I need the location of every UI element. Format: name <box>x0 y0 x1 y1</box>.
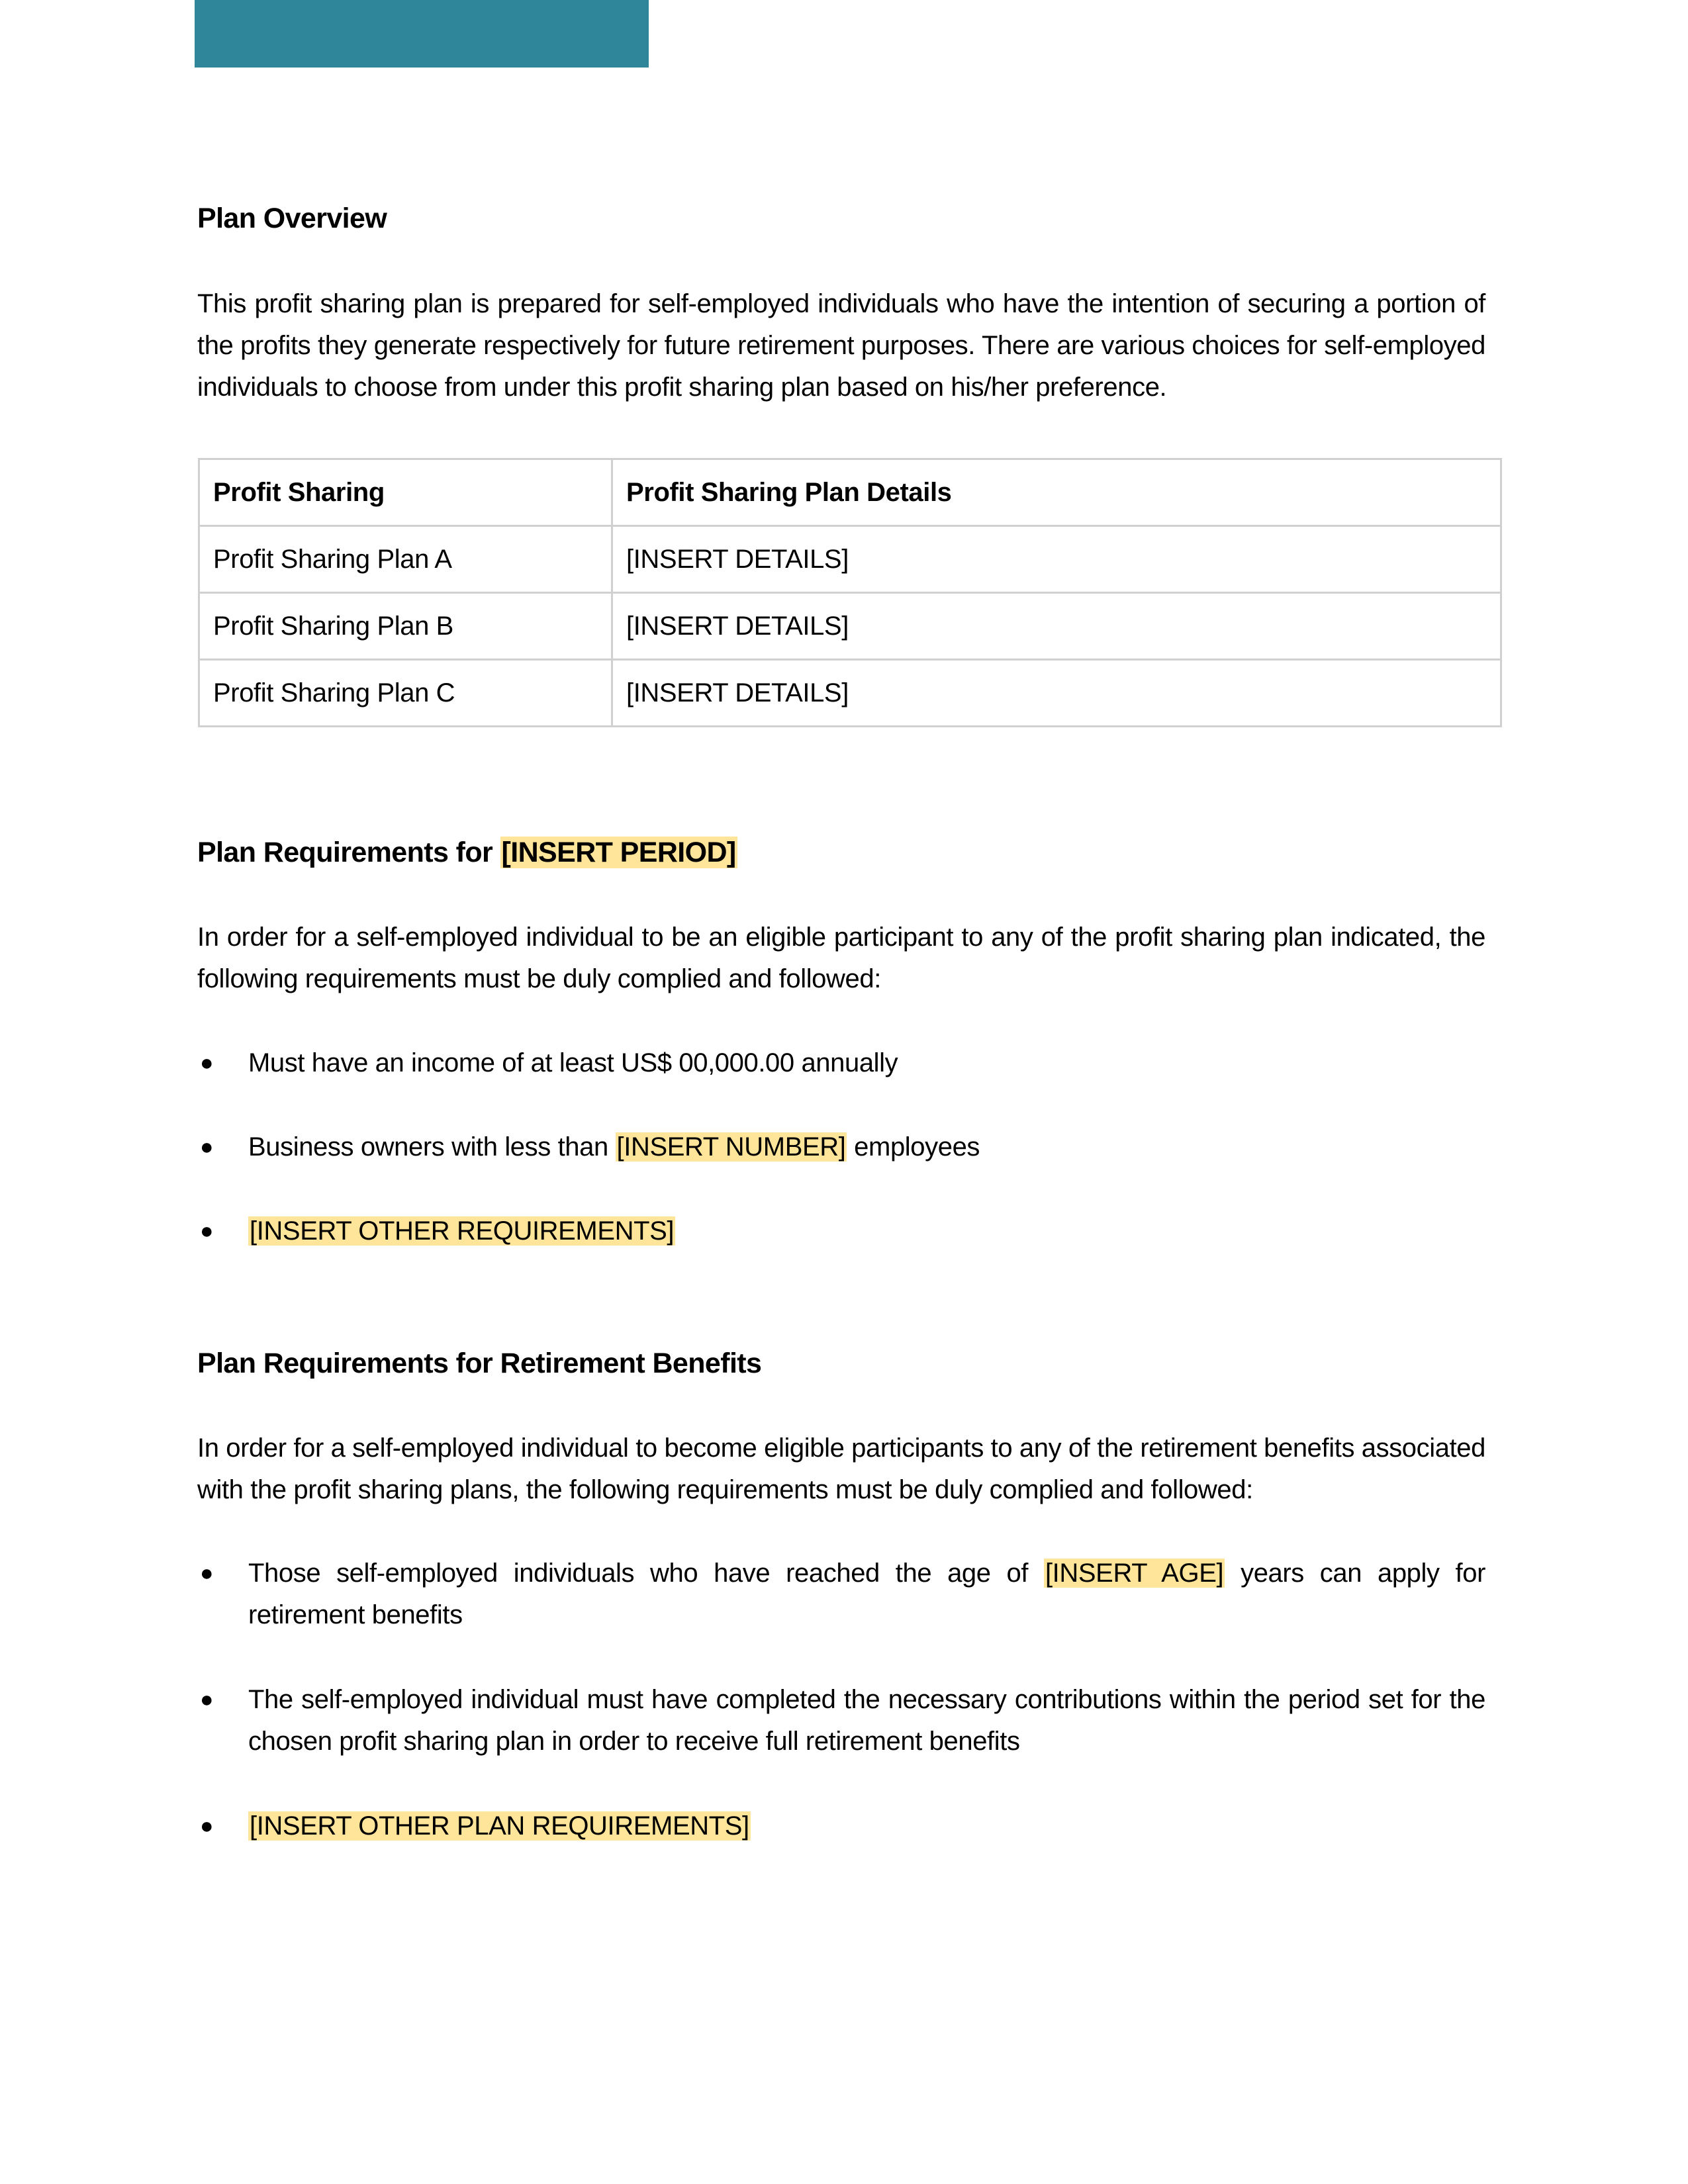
text-fragment: years can apply for retirement benefits <box>248 1559 1485 1629</box>
list-item-text <box>248 1210 1485 1252</box>
table-cell-details: [INSERT DETAILS] <box>612 593 1501 660</box>
text-fragment: Business owners with less than <box>248 1132 616 1161</box>
table-header-row <box>199 459 1501 526</box>
section-heading-period-requirements <box>197 833 737 872</box>
list-item-text <box>248 1126 1485 1168</box>
list-item <box>197 1210 1485 1252</box>
placeholder-highlight: [INSERT OTHER REQUIREMENTS] <box>250 1216 675 1246</box>
list-item-text: The self-employed individual must have completed the necessary contributions within the period set for the chosen profit sharing plan in order to receive full retirement benefits <box>248 1685 1485 1756</box>
period-requirements-paragraph: In order for a self-employed individual to be an eligible participant to any of the profit sharing plan indicated, the following requirements must be duly complied and followed: <box>197 923 1485 993</box>
list-item <box>197 1553 1485 1636</box>
list-item <box>197 1805 1485 1847</box>
table-header-cell: Profit Sharing Plan Details <box>612 459 1501 526</box>
table-cell-plan: Profit Sharing Plan C <box>199 660 612 727</box>
table-header-cell: Profit Sharing <box>199 459 612 526</box>
profit-sharing-table <box>198 458 1502 727</box>
placeholder-highlight: [INSERT NUMBER] <box>616 1132 846 1161</box>
heading-text: Plan Requirements for <box>197 837 500 868</box>
retirement-requirements-paragraph: In order for a self-employed individual to become eligible participants to any of the retirement benefits associated with the profit sharing plans, the following requirements must be duly complied and followed: <box>197 1433 1485 1504</box>
placeholder-highlight: [INSERT AGE] <box>1045 1559 1224 1588</box>
list-item <box>197 1679 1485 1762</box>
placeholder-highlight: [INSERT PERIOD] <box>501 837 736 868</box>
section-heading-plan-overview: Plan Overview <box>197 203 387 234</box>
table-cell-plan: Profit Sharing Plan B <box>199 593 612 660</box>
list-item <box>197 1042 1485 1084</box>
bullet-icon: ● <box>200 1561 214 1586</box>
list-item-text: Must have an income of at least US$ 00,000.00 annually <box>248 1048 898 1077</box>
bullet-icon: ● <box>200 1813 214 1839</box>
table-row <box>199 660 1501 727</box>
table-cell-details: [INSERT DETAILS] <box>612 660 1501 727</box>
header-accent-bar <box>195 0 649 68</box>
bullet-icon: ● <box>200 1050 214 1075</box>
text-fragment: employees <box>847 1132 980 1161</box>
bullet-icon: ● <box>200 1687 214 1712</box>
text-fragment: Those self-employed individuals who have reached the age of <box>248 1559 1044 1588</box>
table-row <box>199 593 1501 660</box>
bullet-icon: ● <box>200 1134 214 1160</box>
table-cell-details: [INSERT DETAILS] <box>612 526 1501 593</box>
list-item-text <box>248 1553 1485 1636</box>
section-heading-retirement-requirements: Plan Requirements for Retirement Benefits <box>197 1347 762 1379</box>
list-item-text <box>248 1805 1485 1847</box>
placeholder-highlight: [INSERT OTHER PLAN REQUIREMENTS] <box>250 1811 749 1841</box>
table-row <box>199 526 1501 593</box>
bullet-icon: ● <box>200 1218 214 1244</box>
table-cell-plan: Profit Sharing Plan A <box>199 526 612 593</box>
overview-paragraph: This profit sharing plan is prepared for self-employed individuals who have the intention of securing a portion of the profits they generate respectively for future retirement purposes. There are various choices for self-employed individuals to choose from under this profit sharing plan based on his/her preference. <box>197 289 1485 402</box>
list-item <box>197 1126 1485 1168</box>
